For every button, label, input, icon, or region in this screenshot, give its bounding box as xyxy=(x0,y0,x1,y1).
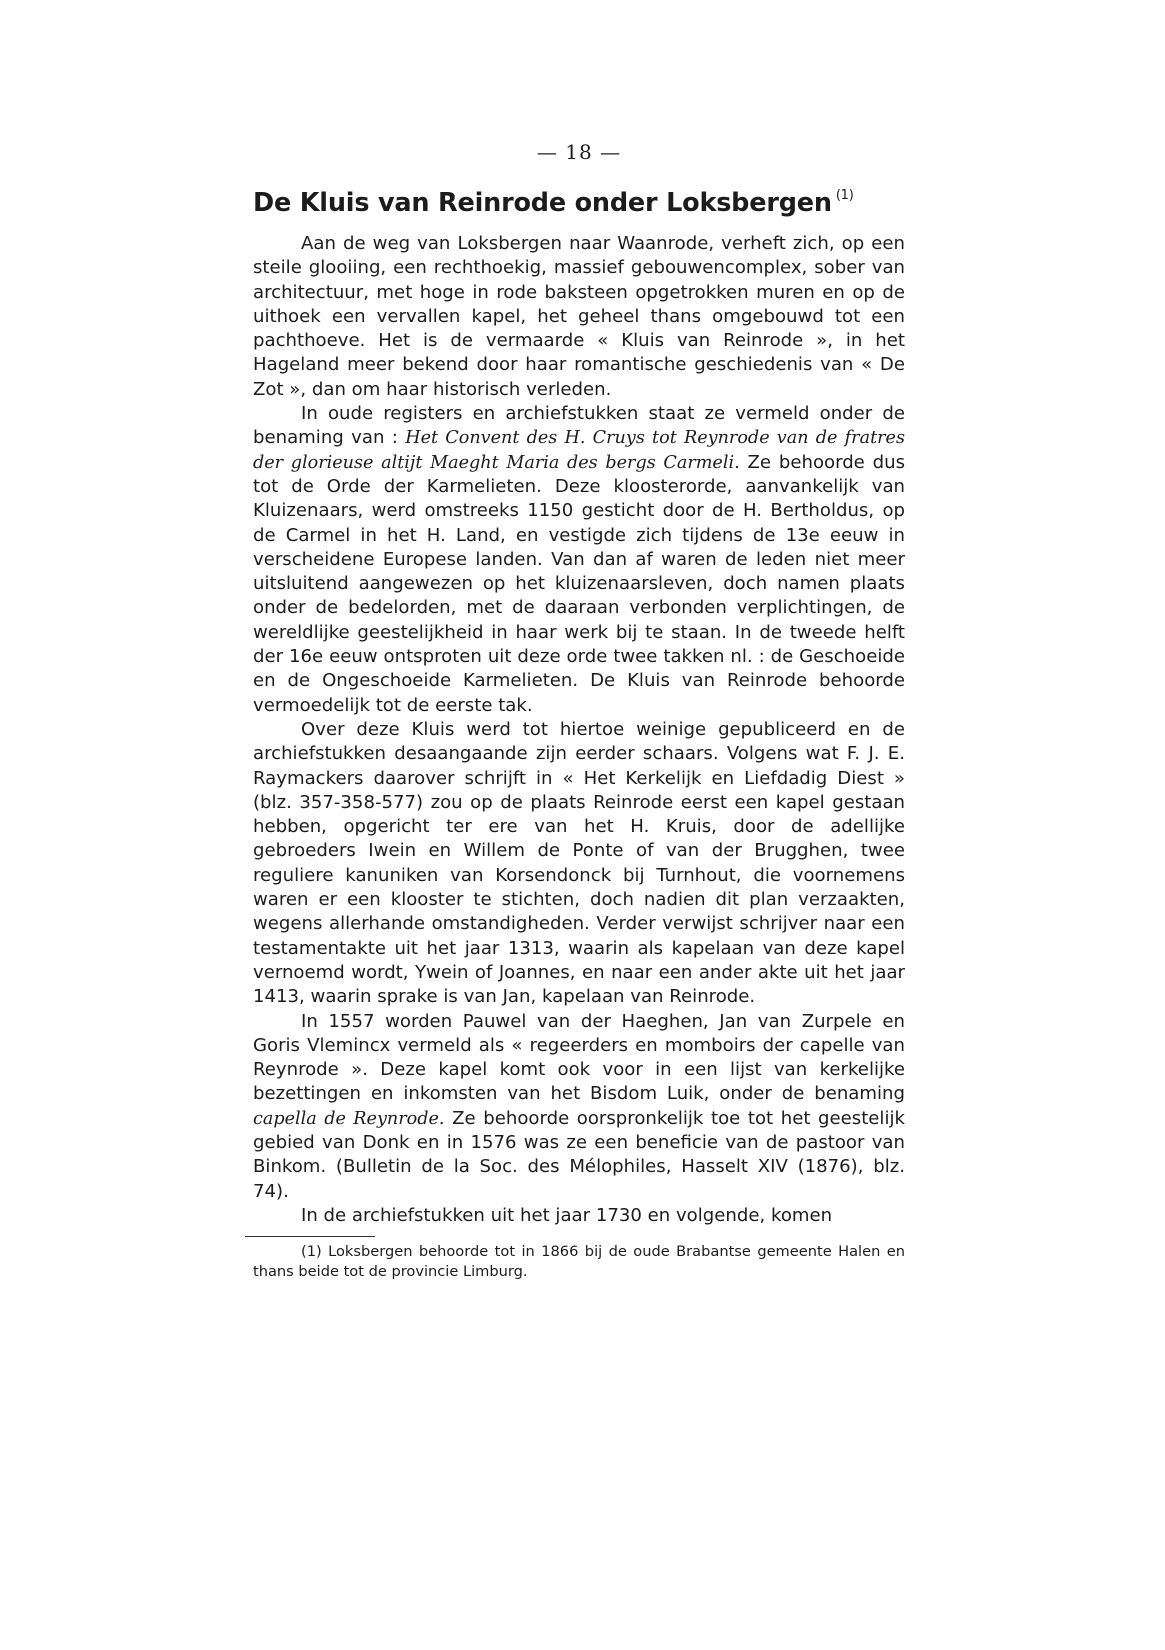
paragraph-4-text-a: In 1557 worden Pauwel van der Haeghen, Jan van Zurpele en Goris Vlemincx vermeld als « regeerders en momboirs der capelle van Reynrode ». Deze kapel komt ook voor in een lijst van kerkelijke bezettingen en inkomsten van het Bisdom Luik, onder de benaming xyxy=(253,1010,905,1105)
document-page xyxy=(253,140,905,1282)
paragraph-5 xyxy=(253,1204,905,1228)
paragraph-1 xyxy=(253,232,905,402)
paragraph-3-text: Over deze Kluis werd tot hiertoe weinige gepubliceerd en de archiefstukken desaangaande zijn eerder schaars. Volgens wat F. J. E. Raymackers daarover schrijft in « Het Kerkelijk en Liefdadig Diest » (blz. 357-358-577) zou op de plaats Reinrode eerst een kapel gestaan hebben, opgericht ter ere van het H. Kruis, door de adellijke gebroeders Iwein en Willem de Ponte of van der Brugghen, twee reguliere kanuniken van Korsendonck bij Turnhout, die voornemens waren er een klooster te stichten, doch nadien dit plan verzaakten, wegens allerhande omstandigheden. Verder verwijst schrijver naar een testamentakte uit het jaar 1313, waarin als kapelaan van deze kapel vernoemd wordt, Ywein of Joannes, en naar een ander akte uit het jaar 1413, waarin sprake is van Jan, kapelaan van Reinrode. xyxy=(253,718,905,1008)
paragraph-2-italic-title: Het Convent des H. Cruys tot Reynrode van de fratres der glorieuse altijt Maeght Maria des bergs Carmeli. xyxy=(253,428,905,473)
paragraph-4 xyxy=(253,1010,905,1204)
title-footnote-marker: (1) xyxy=(835,188,854,203)
paragraph-2-text-a: In oude registers en archiefstukken staat ze vermeld onder de benaming van : xyxy=(253,403,905,449)
footnote: (1) Loksbergen behoorde tot in 1866 bij de oude Brabantse gemeente Halen en thans beide tot de provincie Limburg. xyxy=(253,1243,905,1281)
page-number: — 18 — xyxy=(536,140,622,164)
footnote-divider xyxy=(245,1236,375,1237)
paragraph-5-text: In de archiefstukken uit het jaar 1730 en volgende, komen xyxy=(301,1204,833,1226)
paragraph-2-text-b: Ze behoorde dus tot de Orde der Karmelieten. Deze kloosterorde, aanvankelijk van Kluizenaars, werd omstreeks 1150 gesticht door de H. Bertholdus, op de Carmel in het H. Land, en vestigde zich tijdens de 13e eeuw in verscheidene Europese landen. Van dan af waren de leden niet meer uitsluitend aangewezen op het kluizenaarsleven, doch namen plaats onder de bedelorden, met de daaraan verbonden verplichtingen, de wereldlijke geestelijkheid in haar werk bij te staan. In de tweede helft der 16e eeuw ontsproten uit deze orde twee takken nl. : de Geschoeide en de Ongeschoeide Karmelieten. De Kluis van Reinrode behoorde vermoedelijk tot de eerste tak. xyxy=(253,451,906,716)
paragraph-4-italic-term: capella de Reynrode. xyxy=(253,1108,445,1129)
paragraph-1-text: Aan de weg van Loksbergen naar Waanrode, verheft zich, op een steile glooiing, een rechthoekig, massief gebouwencomplex, sober van architectuur, met hoge in rode baksteen opgetrokken muren en op de uithoek een vervallen kapel, het geheel thans omgebouwd tot een pachthoeve. Het is de vermaarde « Kluis van Reinrode », in het Hageland meer bekend door haar romantische geschiedenis van « De Zot », dan om haar historisch verleden. xyxy=(253,233,905,400)
paragraph-4-text-b: Ze behoorde oorspronkelijk toe tot het geestelijk gebied van Donk en in 1576 was ze een beneficie van de pastoor van Binkom. (Bulletin de la Soc. des Mélophiles, Hasselt XIV (1876), blz. 74). xyxy=(253,1107,905,1202)
article-title-text: De Kluis van Reinrode onder Loksbergen xyxy=(253,188,832,218)
article-body xyxy=(253,232,905,1228)
paragraph-2 xyxy=(253,402,905,718)
paragraph-3 xyxy=(253,718,905,1010)
article-title xyxy=(253,188,905,218)
